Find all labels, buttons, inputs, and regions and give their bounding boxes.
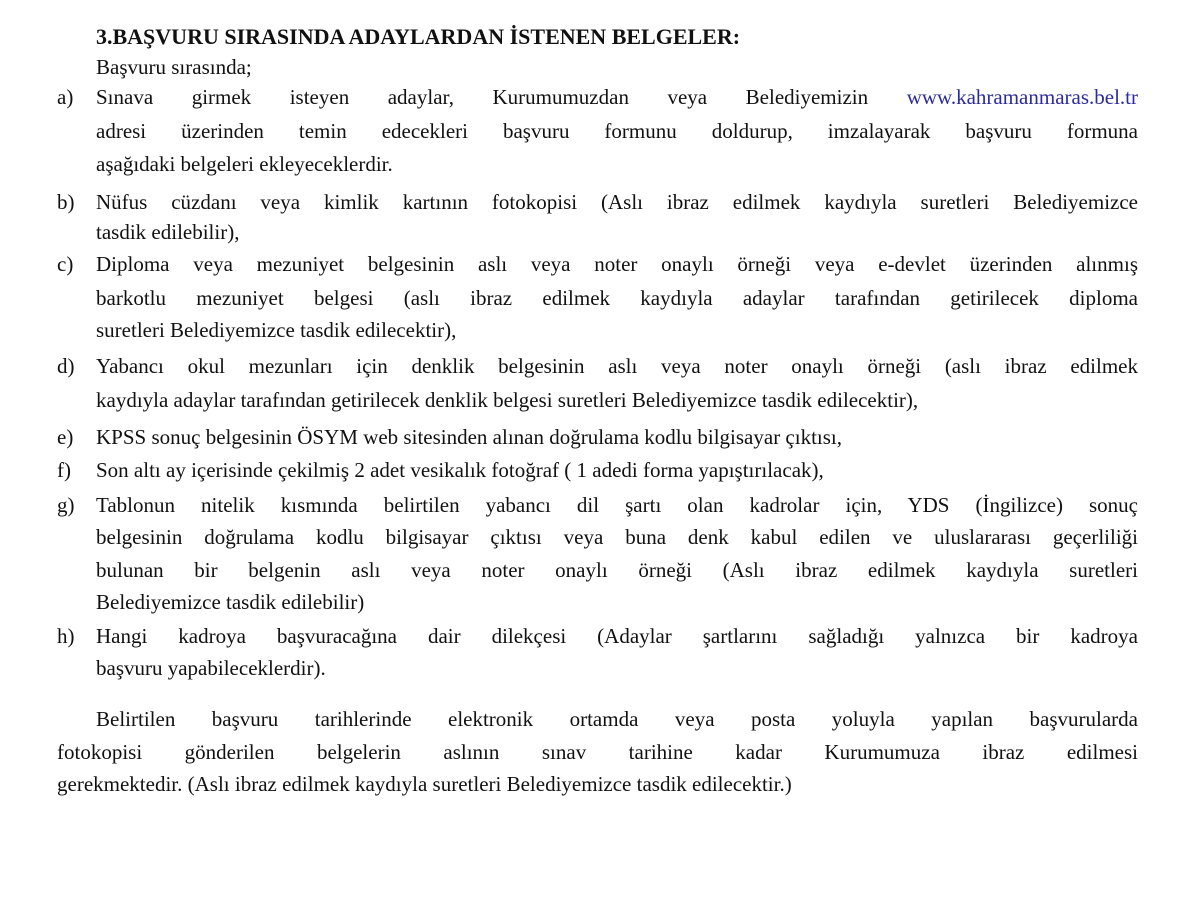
item-line: aşağıdaki belgeleri ekleyeceklerdir. (96, 152, 393, 176)
item-line (96, 82, 1138, 112)
item-line-text: Sınava girmek isteyen adaylar, Kurumumuzdan veya Belediyemizin (96, 85, 869, 109)
item-line: Diploma veya mezuniyet belgesinin aslı veya noter onaylı örneği veya e-devlet üzerinden alınmış (96, 252, 1138, 276)
item-line: KPSS sonuç belgesinin ÖSYM web sitesinden alınan doğrulama kodlu bilgisayar çıktısı, (96, 425, 843, 449)
item-line: Hangi kadroya başvuracağına dair dilekçesi (Adaylar şartlarını sağladığı yalnızca bir kadroya (96, 624, 1138, 648)
item-line: belgesinin doğrulama kodlu bilgisayar çıktısı veya buna denk kabul edilen ve uluslararası geçerliliği (96, 525, 1138, 549)
item-line: Son altı ay içerisinde çekilmiş 2 adet vesikalık fotoğraf ( 1 adedi forma yapıştırılacak), (96, 458, 824, 482)
item-line: kaydıyla adaylar tarafından getirilecek denklik belgesi suretleri Belediyemizce tasdik edilecektir), (96, 388, 919, 412)
item-line: adresi üzerinden temin edecekleri başvuru formunu doldurup, imzalayarak başvuru formuna (96, 119, 1138, 143)
item-line: Belediyemizce tasdik edilebilir) (96, 590, 365, 614)
intro-text: Başvuru sırasında; (96, 55, 252, 79)
website-link[interactable]: www.kahramanmaras.bel.tr (906, 85, 1138, 109)
item-line: başvuru yapabileceklerdir). (96, 656, 326, 680)
item-line: bulunan bir belgenin aslı veya noter onaylı örneği (Aslı ibraz edilmek kaydıyla suretleri (96, 558, 1138, 582)
section-heading: 3.BAŞVURU SIRASINDA ADAYLARDAN İSTENEN BELGELER: (96, 24, 741, 49)
item-label: e) (57, 425, 74, 449)
item-label: g) (57, 493, 75, 517)
item-line: barkotlu mezuniyet belgesi (aslı ibraz edilmek kaydıyla adaylar tarafından getirilecek diploma (96, 286, 1138, 310)
paragraph-line: Belirtilen başvuru tarihlerinde elektronik ortamda veya posta yoluyla yapılan başvurularda (96, 707, 1138, 731)
item-label: b) (57, 190, 75, 214)
paragraph-line: gerekmektedir. (Aslı ibraz edilmek kaydıyla suretleri Belediyemizce tasdik edilecektir.) (57, 772, 792, 796)
item-line: suretleri Belediyemizce tasdik edilecektir), (96, 318, 457, 342)
item-label: a) (57, 85, 74, 109)
item-label: f) (57, 458, 71, 482)
item-line: Nüfus cüzdanı veya kimlik kartının fotokopisi (Aslı ibraz edilmek kaydıyla suretleri Belediyemizce (96, 190, 1138, 214)
item-label: c) (57, 252, 74, 276)
item-label: d) (57, 354, 75, 378)
item-line: tasdik edilebilir), (96, 220, 240, 244)
item-line: Tablonun nitelik kısmında belirtilen yabancı dil şartı olan kadrolar için, YDS (İngilizce) sonuç (96, 493, 1138, 517)
item-line: Yabancı okul mezunları için denklik belgesinin aslı veya noter onaylı örneği (aslı ibraz edilmek (96, 354, 1138, 378)
paragraph-line: fotokopisi gönderilen belgelerin aslının sınav tarihine kadar Kurumumuza ibraz edilmesi (57, 740, 1138, 764)
item-label: h) (57, 624, 75, 648)
